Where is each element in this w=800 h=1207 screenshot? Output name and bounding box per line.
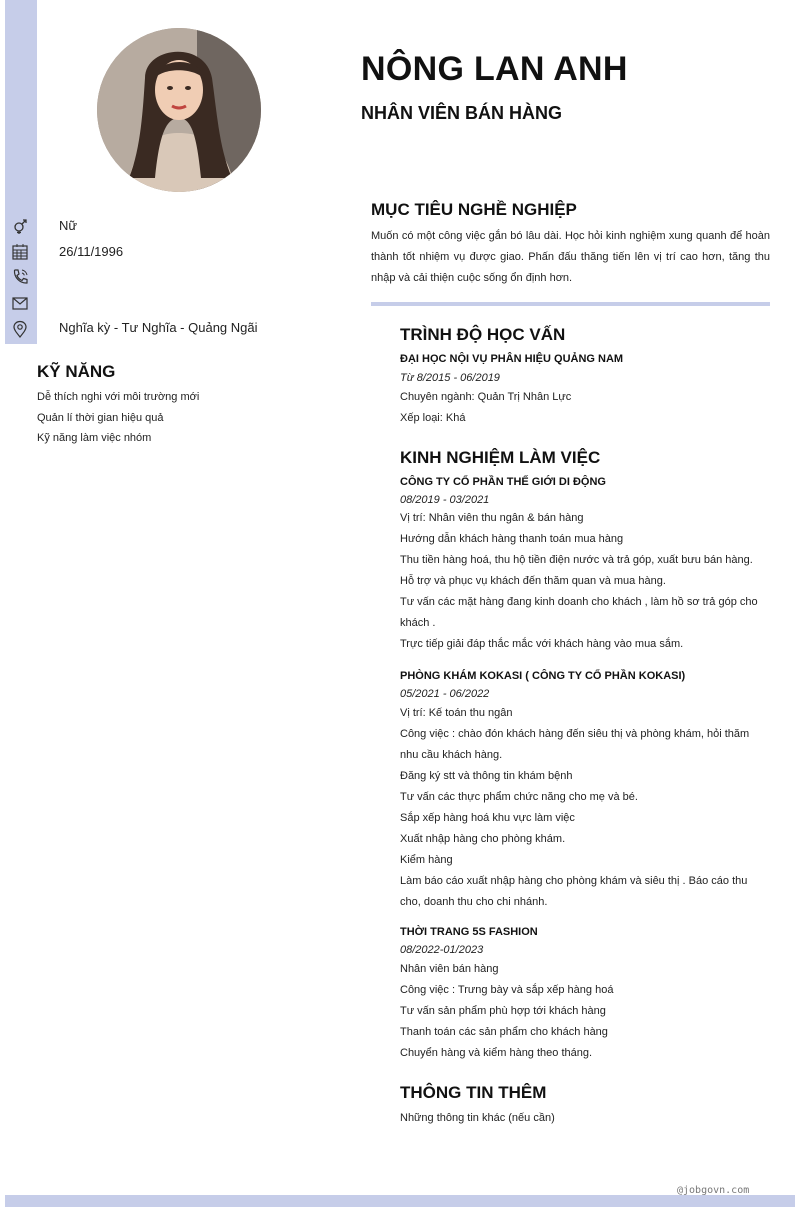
job-line: Trực tiếp giải đáp thắc mắc với khách hàng vào mua sắm.	[400, 638, 684, 650]
job-period: 08/2019 - 03/2021	[400, 494, 490, 506]
gender-icon	[11, 217, 29, 235]
education-rank: Xếp loại: Khá	[400, 412, 466, 424]
email-icon	[11, 294, 29, 312]
location-icon	[11, 320, 29, 338]
job-line: Chuyển hàng và kiểm hàng theo tháng.	[400, 1047, 593, 1059]
job-company: PHÒNG KHÁM KOKASI ( CÔNG TY CỔ PHẦN KOKASI)	[400, 670, 686, 682]
job-line: Đăng ký stt và thông tin khám bệnh	[400, 770, 573, 782]
gender-text: Nữ	[59, 218, 78, 233]
job-details	[400, 508, 764, 655]
skill-item: Quản lí thời gian hiệu quả	[37, 412, 164, 424]
extra-heading: THÔNG TIN THÊM	[400, 1083, 547, 1102]
left-accent-bar	[5, 0, 37, 344]
calendar-icon	[11, 243, 29, 261]
dob-text: 26/11/1996	[59, 244, 124, 259]
watermark-text: @jobgovn.com	[677, 1185, 750, 1196]
avatar	[97, 28, 261, 192]
education-period: Từ 8/2015 - 06/2019	[400, 372, 500, 384]
education-major: Chuyên ngành: Quản Trị Nhân Lực	[400, 391, 572, 403]
job-company: THỜI TRANG 5S FASHION	[400, 926, 538, 938]
objective-heading: MỤC TIÊU NGHỀ NGHIỆP	[371, 200, 577, 219]
job-line: Hướng dẫn khách hàng thanh toán mua hàng	[400, 533, 624, 545]
avatar-photo	[97, 28, 261, 192]
job-details	[400, 703, 764, 913]
job-period: 08/2022-01/2023	[400, 944, 484, 956]
candidate-name: NÔNG LAN ANH	[361, 50, 628, 88]
objective-text: Muốn có một công việc gắn bó lâu dài. Học hỏi kinh nghiệm xung quanh để hoàn thành tốt nhiệm vụ được giao. Phấn đấu thăng tiến lên vị trí cao hơn, tăng thu nhập và cải thiện cuộc sống ổn định hơn.	[371, 230, 770, 284]
job-line: Nhân viên bán hàng	[400, 963, 499, 975]
experience-heading: KINH NGHIỆM LÀM VIỆC	[400, 448, 601, 467]
job-line: Công việc : chào đón khách hàng đến siêu thị và phòng khám, hỏi thăm nhu cầu khách hàng.	[400, 728, 750, 761]
phone-icon	[11, 268, 29, 286]
job-line: Thanh toán các sản phẩm cho khách hàng	[400, 1026, 608, 1038]
job-line: Tư vấn các mặt hàng đang kinh doanh cho khách , làm hồ sơ trả góp cho khách .	[400, 596, 758, 629]
section-divider	[371, 302, 770, 306]
job-line: Hỗ trợ và phục vụ khách đến thăm quan và mua hàng.	[400, 575, 666, 587]
job-line: Tư vấn các thực phẩm chức năng cho mẹ và bé.	[400, 791, 638, 803]
job-line: Công việc : Trưng bày và sắp xếp hàng hoá	[400, 984, 614, 996]
job-line: Vị trí: Kế toán thu ngân	[400, 707, 513, 719]
job-line: Vị trí: Nhân viên thu ngân & bán hàng	[400, 512, 584, 524]
extra-text: Những thông tin khác (nếu cần)	[400, 1112, 555, 1124]
job-line: Sắp xếp hàng hoá khu vực làm việc	[400, 812, 575, 824]
job-period: 05/2021 - 06/2022	[400, 688, 490, 700]
job-line: Tư vấn sản phẩm phù hợp tới khách hàng	[400, 1005, 606, 1017]
candidate-job-title: NHÂN VIÊN BÁN HÀNG	[361, 103, 563, 123]
skill-item: Dễ thích nghi với môi trường mới	[37, 391, 200, 403]
education-heading: TRÌNH ĐỘ HỌC VẤN	[400, 325, 566, 344]
address-text: Nghĩa kỳ - Tư Nghĩa - Quảng Ngãi	[59, 320, 258, 335]
job-line: Làm báo cáo xuất nhập hàng cho phòng khám và siêu thị . Báo cáo thu cho, doanh thu cho chi nhánh.	[400, 875, 748, 908]
bottom-accent-bar	[5, 1195, 795, 1207]
job-line: Thu tiền hàng hoá, thu hộ tiền điện nước và trả góp, xuất bưu bán hàng.	[400, 554, 753, 566]
skills-heading: KỸ NĂNG	[37, 362, 116, 381]
school-name: ĐẠI HỌC NỘI VỤ PHÂN HIỆU QUẢNG NAM	[400, 353, 624, 365]
skill-item: Kỹ năng làm việc nhóm	[37, 432, 152, 444]
job-details	[400, 959, 764, 1064]
job-line: Kiểm hàng	[400, 854, 453, 866]
job-company: CÔNG TY CỔ PHẦN THẾ GIỚI DI ĐỘNG	[400, 476, 606, 488]
job-line: Xuất nhập hàng cho phòng khám.	[400, 833, 566, 845]
